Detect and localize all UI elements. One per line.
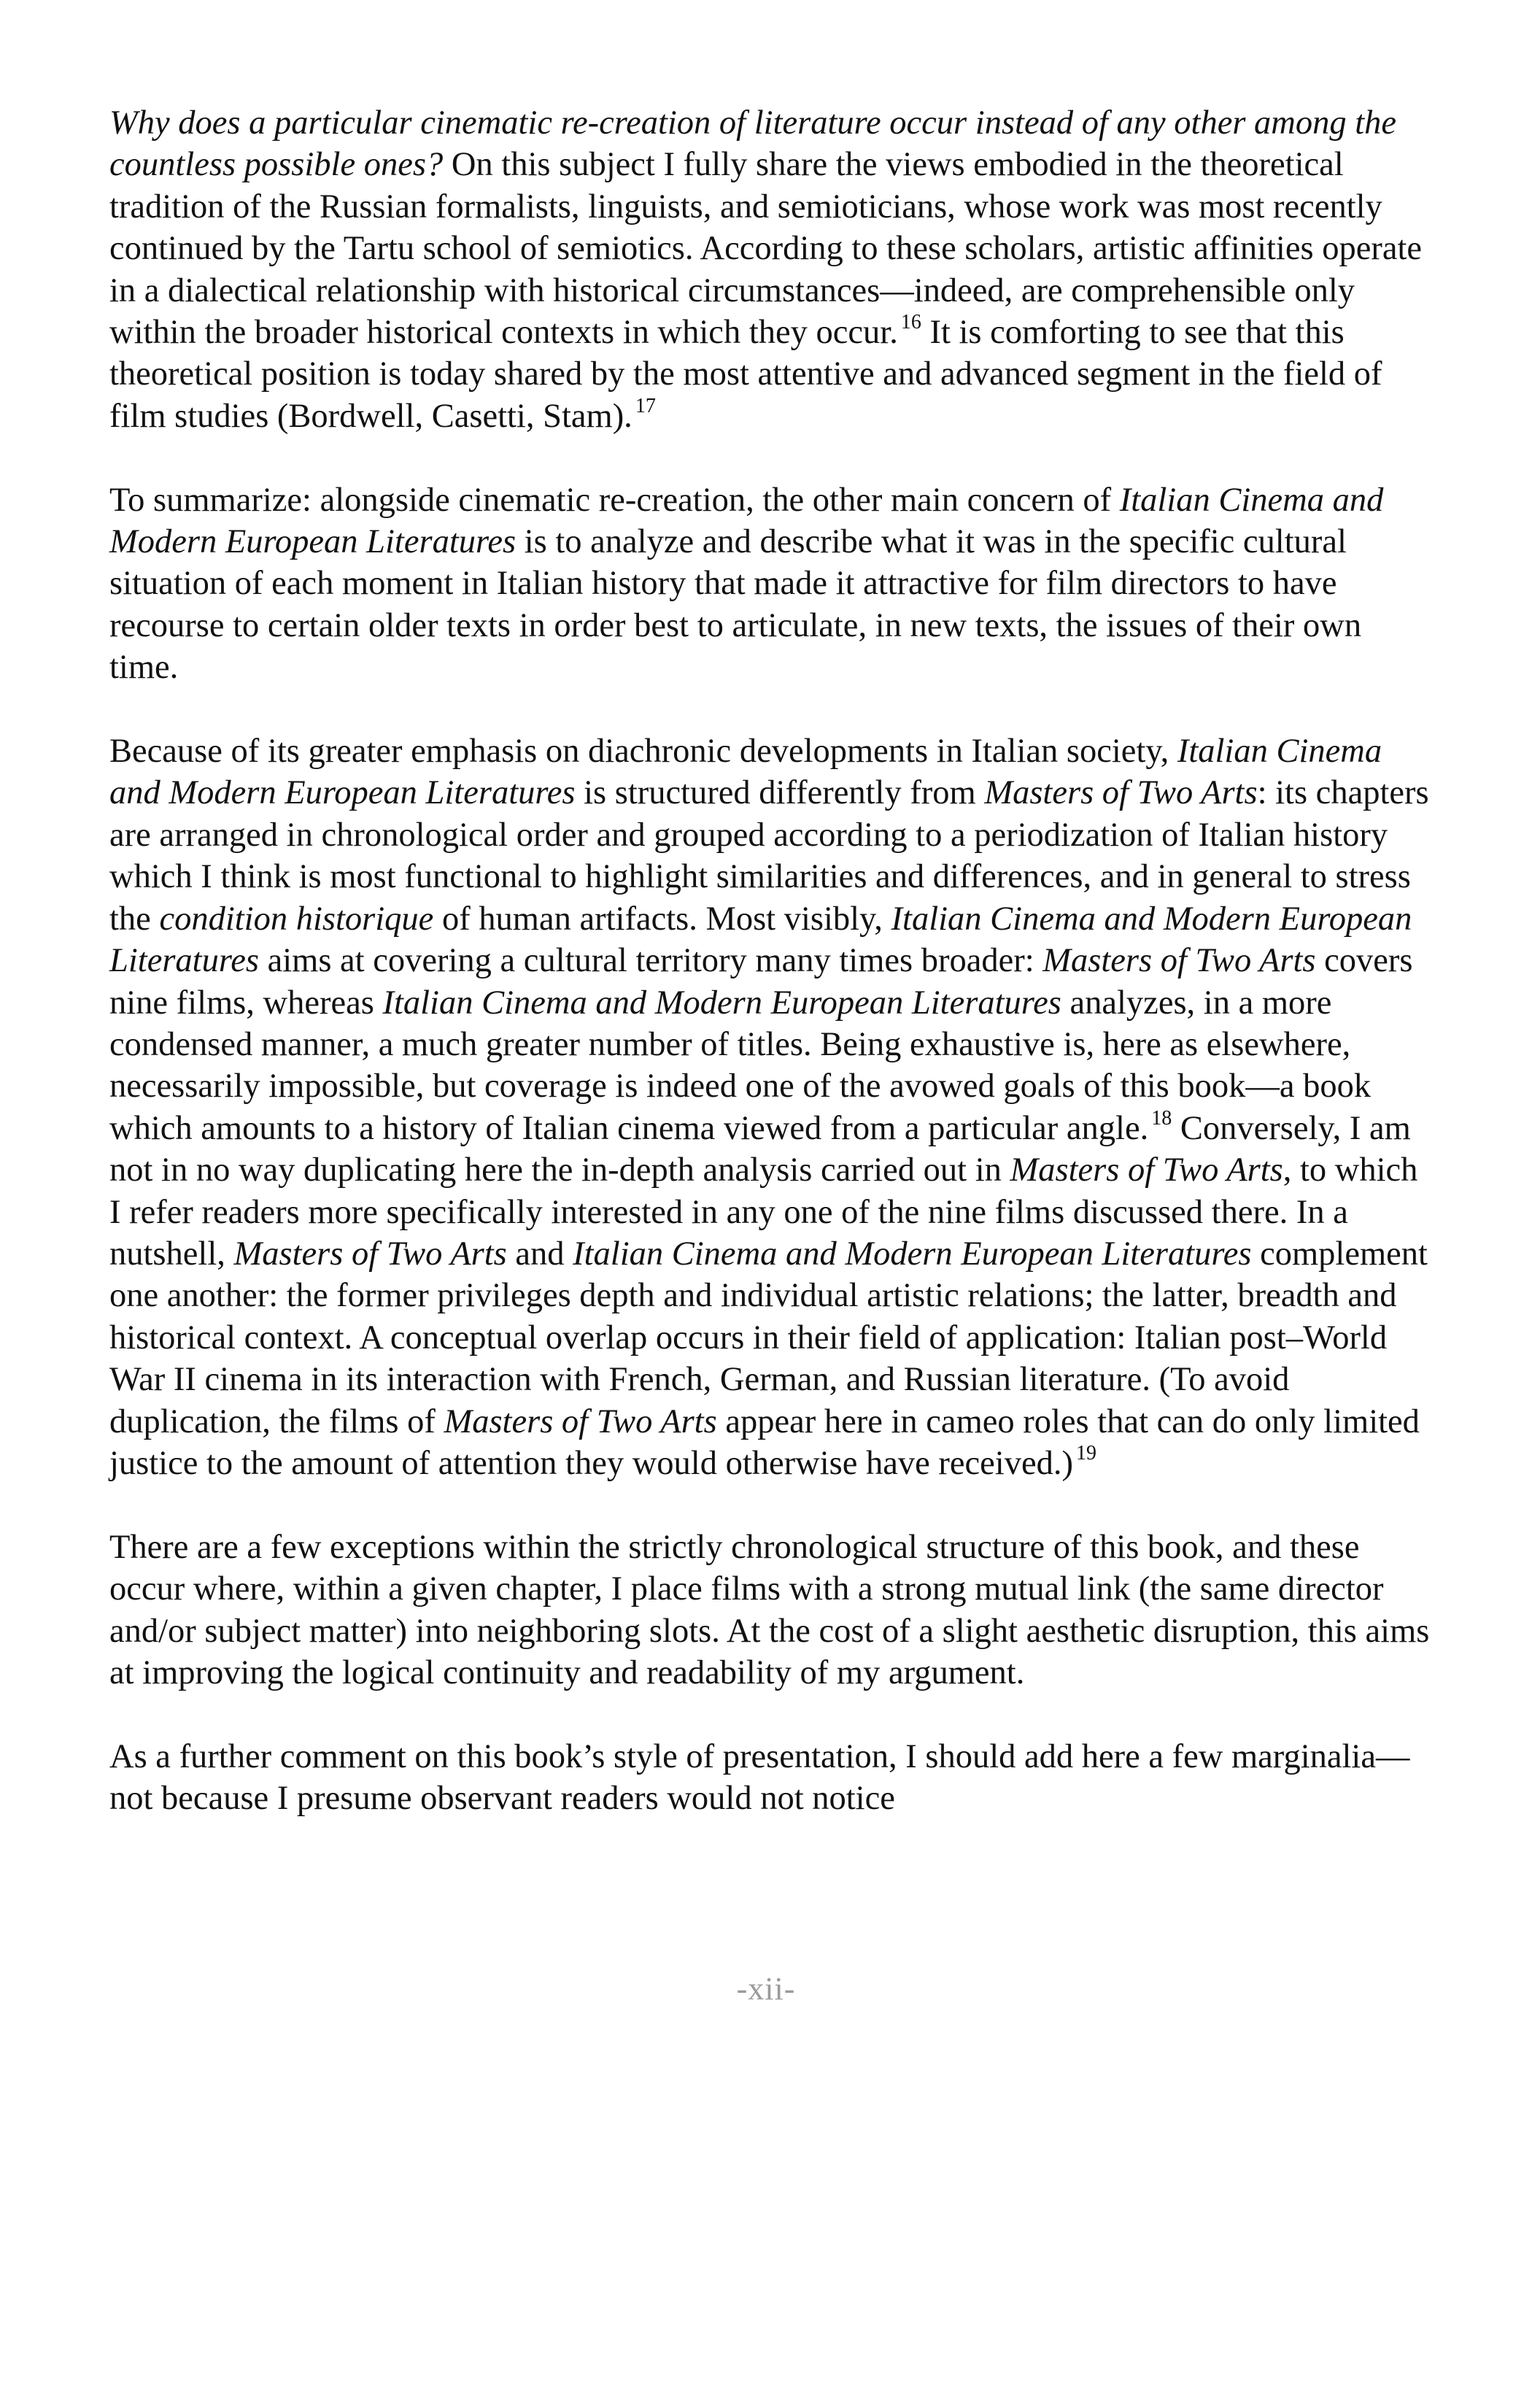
text: is structured differently from [575, 774, 985, 812]
book-title: Masters of Two Arts [1042, 942, 1316, 980]
book-title: Masters of Two Arts [444, 1402, 717, 1440]
footnote-ref-19: 19 [1075, 1441, 1096, 1465]
book-title: Italian Cinema and Modern European Literatures [109, 900, 1412, 980]
text: of human artifacts. Most visibly, [433, 900, 891, 938]
paragraph-3 [109, 730, 1430, 1484]
page-body [109, 102, 1430, 1820]
text: is to analyze and describe what it was in the specific cultural situation of each moment in Italian history that made it attractive for film directors to have recourse to certain older texts in order best to articulate, in new texts, the issues of their own time. [109, 523, 1362, 687]
text: It is comforting to see that this theoretical position is today shared by the most attentive and advanced segment in the field of film studies (Bordwell, Casetti, Stam). [109, 314, 1382, 435]
text: appear here in cameo roles that can do only limited justice to the amount of attention they would otherwise have received.) [109, 1402, 1420, 1482]
book-title: Masters of Two Arts [1010, 1151, 1283, 1189]
text: analyzes, in a more condensed manner, a much greater number of titles. Being exhaustive is, here as elsewhere, necessarily impossible, but coverage is indeed one of the avowed goals of this book—a book which amounts to a history of Italian cinema viewed from a particular angle. [109, 984, 1372, 1147]
book-title: Masters of Two Arts [233, 1235, 507, 1273]
paragraph-2 [109, 479, 1430, 689]
text: On this subject I fully share the views embodied in the theoretical tradition of the Russian formalists, linguists, and semioticians, whose work was most recently continued by the Tartu school of semiotics. According to these scholars, artistic affinities operate in a dialectical relationship with historical circumstances—indeed, are comprehensible only within the broader historical contexts in which they occur. [109, 146, 1423, 352]
book-title: Italian Cinema and Modern European Literatures [109, 733, 1382, 812]
opening-question: Why does a particular cinematic re-creation of literature occur instead of any other among the countless possible ones? [109, 104, 1397, 184]
text: and [506, 1235, 573, 1273]
text: aims at covering a cultural territory many times broader: [258, 942, 1043, 980]
paragraph-4 [109, 1527, 1430, 1694]
page-number: -xii- [736, 1971, 796, 2007]
paragraph-1 [109, 102, 1430, 437]
text: To summarize: alongside cinematic re-creation, the other main concern of [109, 481, 1120, 519]
text: covers nine films, whereas [109, 942, 1413, 1022]
italic-term: condition historique [159, 900, 434, 938]
paragraph-5 [109, 1736, 1430, 1820]
footnote-ref-16: 16 [900, 311, 921, 334]
book-title: Italian Cinema and Modern European Literatures [382, 984, 1061, 1022]
text: , to which I refer readers more specifically interested in any one of the nine films discussed there. In a nutshell, [109, 1151, 1418, 1273]
book-title: Masters of Two Arts [984, 774, 1258, 812]
book-title: Italian Cinema and Modern European Literatures [109, 481, 1384, 561]
footnote-ref-18: 18 [1151, 1106, 1172, 1130]
footnote-ref-17: 17 [635, 394, 656, 417]
text: : its chapters are arranged in chronological order and grouped according to a periodization of Italian history which I think is most functional to highlight similarities and differences, and in general to stress the [109, 774, 1429, 938]
text: Conversely, I am not in no way duplicating here the in-depth analysis carried out in [109, 1109, 1411, 1189]
text: Because of its greater emphasis on diachronic developments in Italian society, [109, 733, 1177, 771]
text: complement one another: the former privileges depth and individual artistic relations; the latter, breadth and historical context. A conceptual overlap occurs in their field of application: Italian post–World War II cinema in its interaction with French, German, and Russian literature. (To avoid duplication, the films of [109, 1235, 1428, 1440]
text: There are a few exceptions within the strictly chronological structure of this book, and these occur where, within a given chapter, I place films with a strong mutual link (the same director and/or subject matter) into neighboring slots. At the cost of a slight aesthetic disruption, this aims at improving the logical continuity and readability of my argument. [109, 1528, 1430, 1691]
book-title: Italian Cinema and Modern European Literatures [573, 1235, 1252, 1273]
text: As a further comment on this book’s style of presentation, I should add here a few marginalia—not because I presume observant readers would not notice [109, 1737, 1410, 1818]
